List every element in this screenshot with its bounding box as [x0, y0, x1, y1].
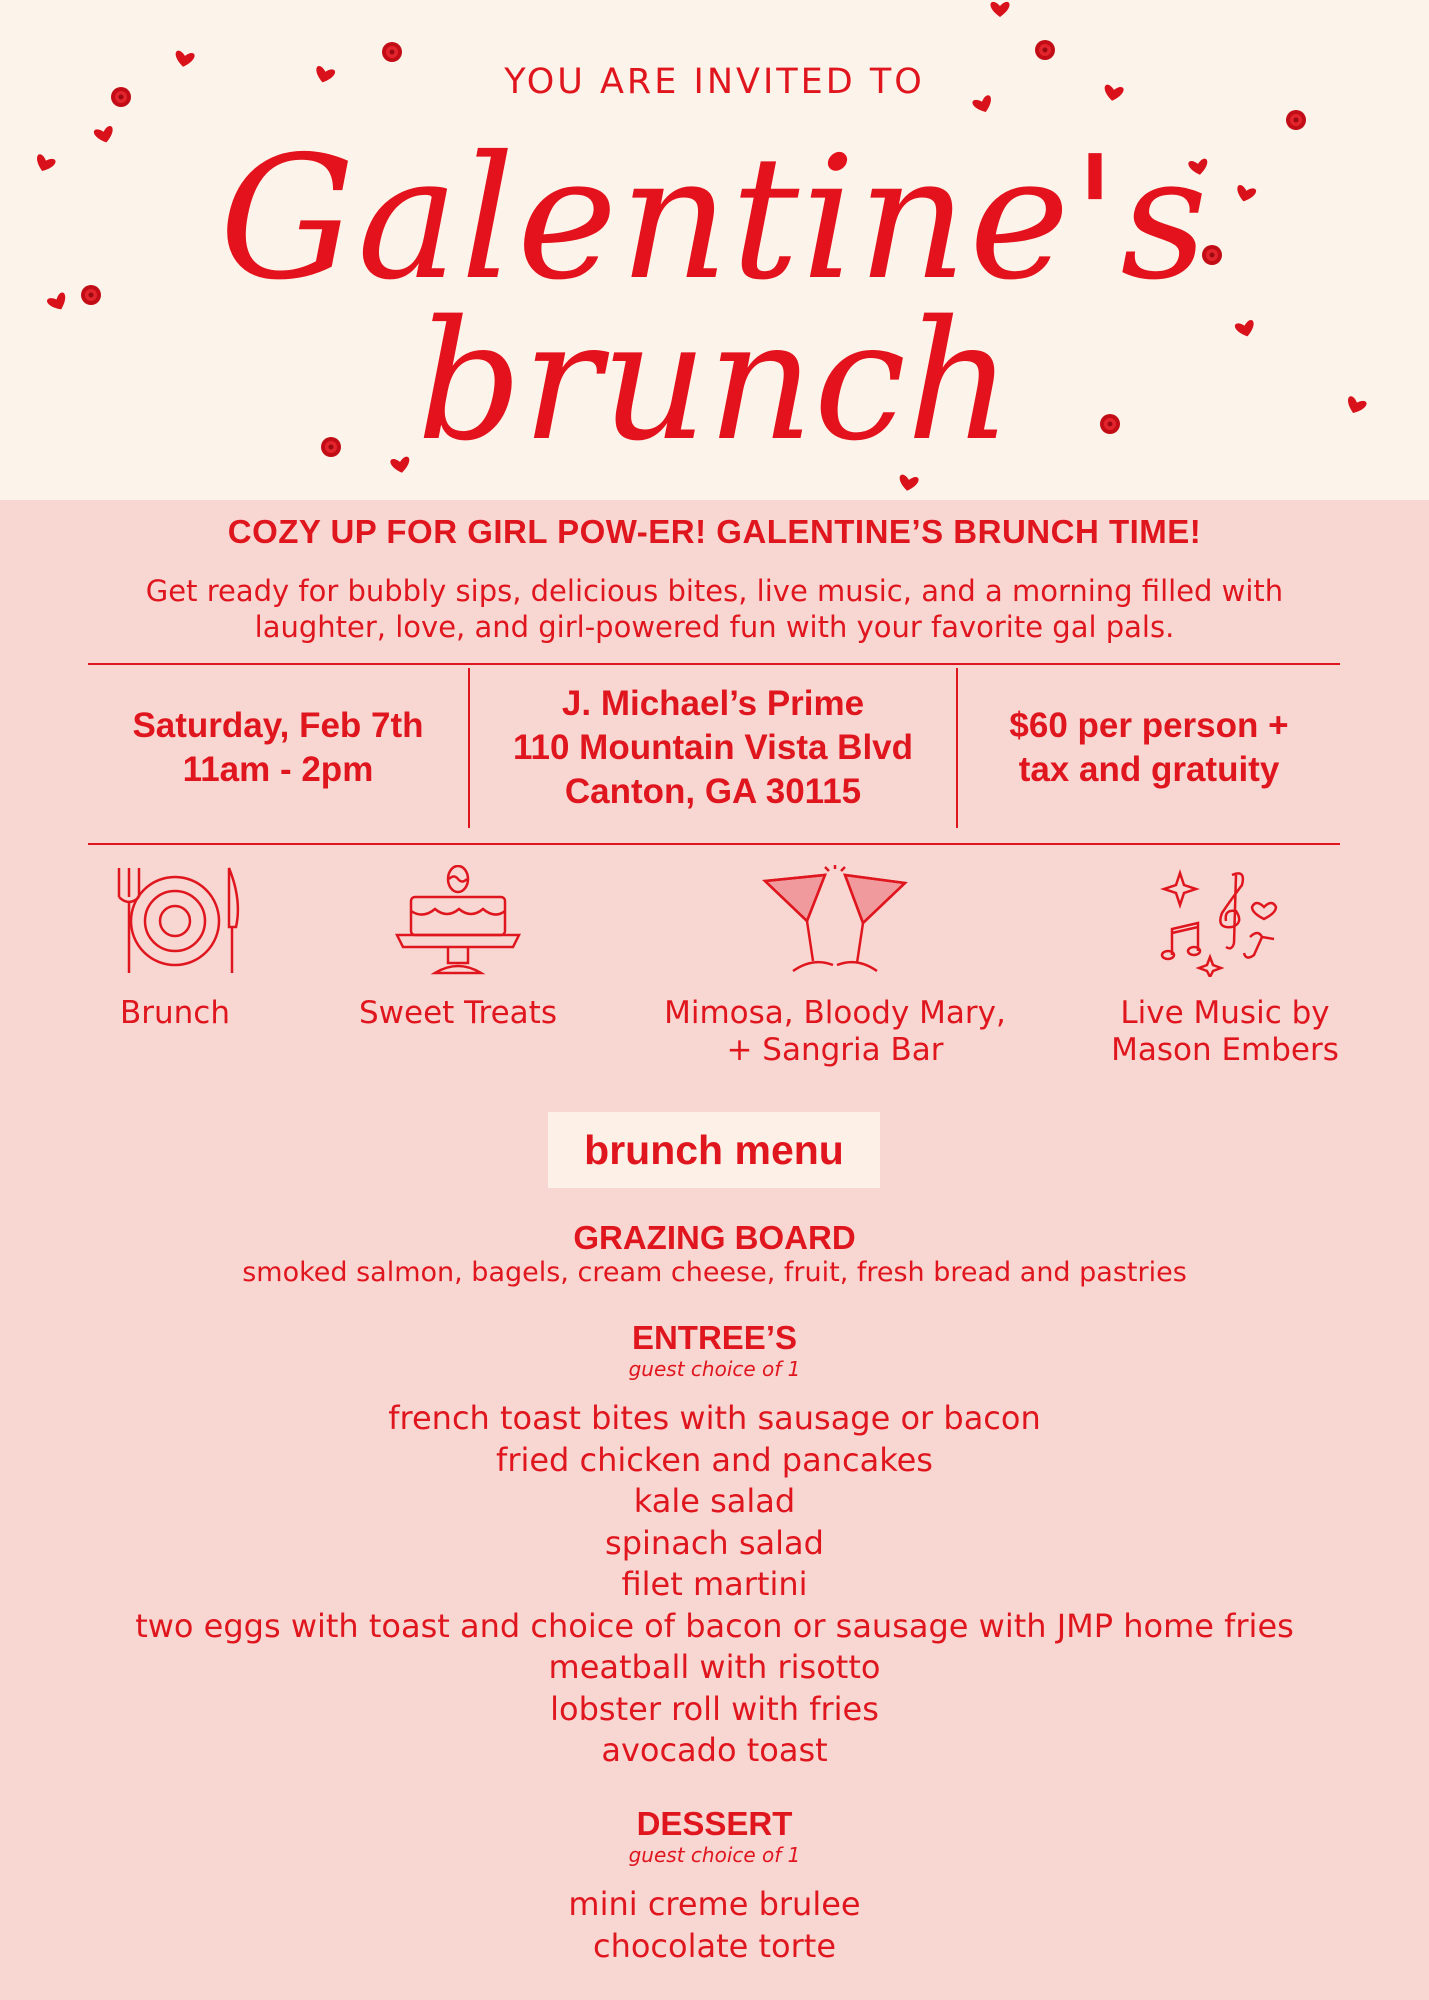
- price: [958, 668, 1340, 828]
- heart-icon: [990, 2, 1009, 17]
- menu-grazing: [0, 1220, 1429, 1290]
- rose-icon: [382, 42, 402, 62]
- feature-sweet-treats: [333, 865, 583, 1032]
- dessert-note: guest choice of 1: [628, 1843, 801, 1867]
- feature-bar: [640, 865, 1030, 1069]
- menu-item: filet martini: [621, 1565, 808, 1603]
- entrees-title: ENTREE’S: [631, 1319, 798, 1356]
- menu-entrees: [0, 1320, 1429, 1772]
- menu-item: chocolate torte: [592, 1926, 837, 1965]
- feature-label-line-1: Mimosa, Bloody Mary,: [664, 995, 1006, 1031]
- feature-live-music: [1090, 865, 1360, 1069]
- menu-item: kale salad: [633, 1482, 796, 1520]
- venue-street: 110 Mountain Vista Blvd: [512, 728, 914, 767]
- menu-item: mini creme brulee: [568, 1885, 861, 1923]
- venue-name: J. Michael’s Prime: [561, 684, 865, 723]
- dessert-title: DESSERT: [636, 1805, 793, 1842]
- feature-label-line-2: Mason Embers: [1111, 1032, 1339, 1068]
- menu-item: fried chicken and pancakes: [496, 1440, 933, 1479]
- price-line-2: tax and gratuity: [1018, 750, 1280, 789]
- title-line-1: Galentine's: [219, 120, 1210, 318]
- plate-fork-knife-icon: [105, 865, 245, 977]
- feature-label: Brunch: [120, 995, 230, 1031]
- divider-top: [88, 663, 1340, 665]
- menu-dessert: [0, 1806, 1429, 1967]
- menu-item: lobster roll with fries: [550, 1689, 879, 1728]
- invited-text: YOU ARE INVITED TO: [504, 62, 925, 102]
- intro-text: Get ready for bubbly sips, delicious bites, live music, and a morning filled with laughter, love, and girl-powered fun with your favorite gal pals.: [145, 574, 1284, 644]
- rose-icon: [1035, 40, 1055, 60]
- title-line-2: brunch: [416, 285, 1013, 477]
- grazing-title: GRAZING BOARD: [573, 1219, 856, 1256]
- date-time: [88, 668, 468, 828]
- menu-item: two eggs with toast and choice of bacon or sausage with JMP home fries: [135, 1606, 1294, 1645]
- divider-bottom: [88, 843, 1340, 845]
- entrees-note: guest choice of 1: [628, 1357, 801, 1381]
- date-text: Saturday, Feb 7th: [132, 706, 424, 745]
- time-text: 11am - 2pm: [182, 750, 374, 789]
- tagline: COZY UP FOR GIRL POW-ER! GALENTINE’S BRUNCH TIME!: [227, 513, 1202, 550]
- header-banner: [0, 0, 1429, 500]
- menu-heading: brunch menu: [548, 1112, 880, 1188]
- menu-item: meatball with risotto: [548, 1648, 881, 1686]
- menu-item: avocado toast: [601, 1731, 828, 1769]
- feature-label: Sweet Treats: [358, 995, 557, 1031]
- feature-label-line-1: Live Music by: [1120, 995, 1330, 1031]
- cocktail-glasses-icon: [755, 865, 915, 977]
- cake-stand-icon: [393, 865, 523, 977]
- menu-item: french toast bites with sausage or bacon: [388, 1399, 1041, 1437]
- venue-city: Canton, GA 30115: [564, 772, 862, 811]
- music-notes-icon: [1160, 865, 1290, 977]
- price-line-1: $60 per person +: [1009, 706, 1289, 745]
- feature-brunch: [80, 865, 270, 1032]
- event-details: [88, 668, 1340, 828]
- grazing-desc: smoked salmon, bagels, cream cheese, fruit, fresh bread and pastries: [242, 1257, 1187, 1288]
- feature-label-line-2: + Sangria Bar: [726, 1032, 944, 1068]
- menu-item: spinach salad: [605, 1523, 824, 1562]
- venue: [468, 668, 958, 828]
